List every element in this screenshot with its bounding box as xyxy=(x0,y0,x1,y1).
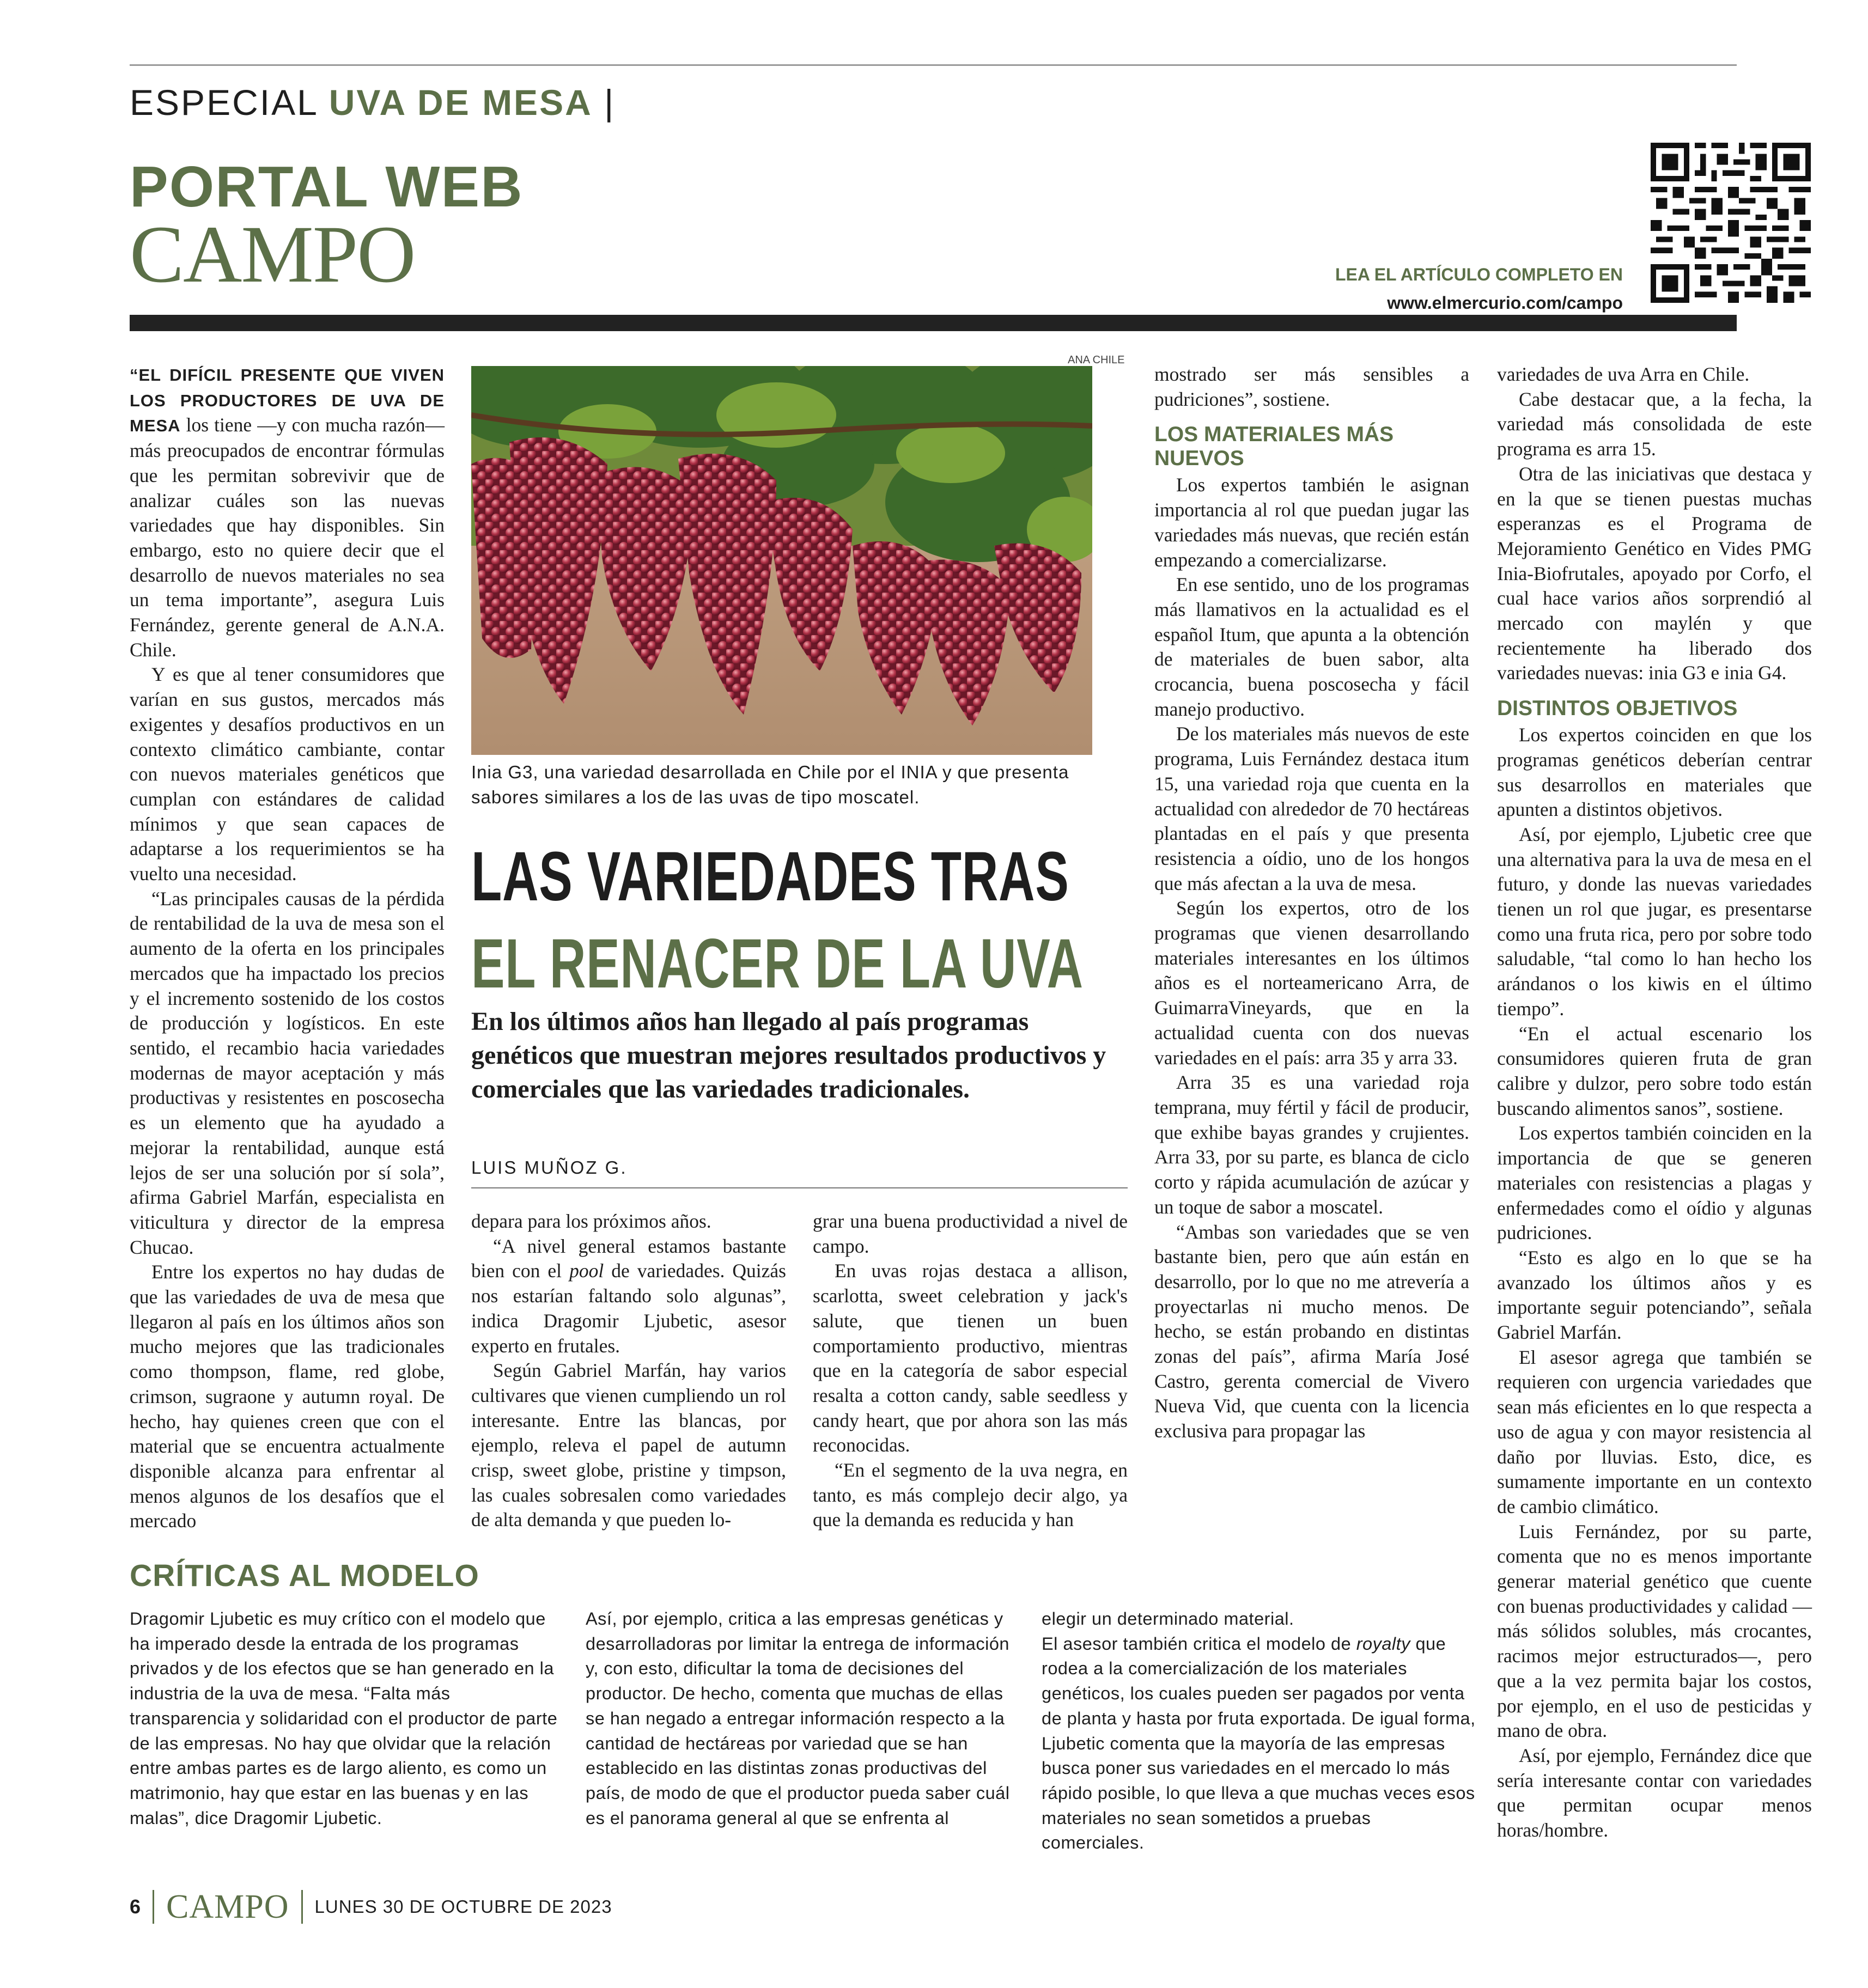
footer-divider xyxy=(301,1890,303,1924)
article-column-2 xyxy=(471,1209,786,1533)
article-column-1 xyxy=(130,362,445,1534)
paragraph: Según los expertos, otro de los programas que vienen desarrollando materiales interesantes en los últimos años es el norteamericano Arra, de GuimarraVineyards, que en la actualidad cuenta con dos nuevas variedades en el país: arra 35 y arra 33. xyxy=(1154,897,1469,1069)
text-span: que rodea a la comercialización de los materiales genéticos, los cuales pueden ser pagados por venta de planta y hasta por fruta exportada. De igual forma, Ljubetic comenta que la mayoría de las empresas busca poner sus variedades en el mercado lo más rápido posible, lo que lleva a que muchas veces esos materiales no sean sometidos a pruebas comerciales. xyxy=(1042,1633,1476,1853)
paragraph: variedades de uva Arra en Chile. xyxy=(1497,363,1750,385)
paragraph: Y es que al tener consumidores que varían en sus gustos, mercados más exigentes y desafíos productivos en un contexto climático cambiante, contar con nuevos materiales genéticos que cumplan con estándares de calidad mínimos y que sean capaces de adaptarse a los requerimientos se ha vuelto una necesidad. xyxy=(130,663,445,885)
criticas-column-3 xyxy=(1042,1607,1477,1856)
paragraph: “En el segmento de la uva negra, en tanto, es más complejo decir algo, ya que la demanda es reducida y han xyxy=(813,1459,1128,1531)
headline-line-2: EL RENACER DE LA UVA xyxy=(471,925,1084,1003)
paragraph: En ese sentido, uno de los programas más llamativos en la actualidad es el español Itum, que apunta a la obtención de materiales de buen sabor, alta crocancia, buena poscosecha y fácil manejo productivo. xyxy=(1154,574,1469,720)
article-column-3 xyxy=(813,1209,1128,1533)
paragraph: Entre los expertos no hay dudas de que las variedades de uva de mesa que llegaron al país en los últimos años son mucho mejores que las tradicionales como thompson, flame, red globe, crimson, sugraone y autumn royal. De hecho, hay quienes creen que con el material que se encuentra actualmente disponible alcanza para enfrentar al menos algunos de los desafíos que el mercado xyxy=(130,1261,445,1532)
text-span: “A nivel general estamos bastante bien con el xyxy=(471,1235,786,1282)
subhead-materiales: LOS MATERIALES MÁS NUEVOS xyxy=(1154,423,1394,471)
article-column-4 xyxy=(1154,362,1469,1444)
paragraph: depara para los próximos años. xyxy=(471,1210,711,1232)
read-more-label: LEA EL ARTÍCULO COMPLETO EN xyxy=(1335,265,1623,284)
criticas-title: CRÍTICAS AL MODELO xyxy=(130,1558,479,1593)
page-number: 6 xyxy=(130,1895,141,1918)
paragraph: “En el actual escenario los consumidores quieren fruta de gran calibre y dulzor, pero sobre todo están buscando alimentos sanos”, sostiene. xyxy=(1497,1022,1812,1119)
paragraph: Así, por ejemplo, critica a las empresas genéticas y desarrolladoras por limitar la entrega de información y, con esto, dificultar la toma de decisiones del productor. De hecho, comenta que muchas de ellas se han negado a entregar información respecto a la cantidad de hectáreas por variedad que se han establecido en las distintas zonas productivas del país, de modo de que el productor pueda saber cuál es el panorama general al que se enfrenta al xyxy=(586,1609,1010,1828)
paragraph: Según Gabriel Marfán, hay varios cultivares que vienen cumpliendo un rol interesante. Entre las blancas, por ejemplo, releva el papel de autumn crisp, sweet globe, pristine y timpson, las cuales sobresalen como variedades de alta demanda y que pueden lo- xyxy=(471,1359,786,1531)
byline: LUIS MUÑOZ G. xyxy=(471,1157,628,1178)
headline xyxy=(471,833,1084,1008)
footer-campo: CAMPO xyxy=(166,1888,289,1925)
grapes-image xyxy=(471,366,1092,755)
top-rule xyxy=(130,64,1737,66)
paragraph: Dragomir Ljubetic es muy crítico con el modelo que ha imperado desde la entrada de los programas privados y de los efectos que se han generado en la industria de la uva de mesa. “Falta más transparencia y solidaridad con el productor de parte de las empresas. No hay que olvidar que la relación entre ambas partes es de largo aliento, es como un matrimonio, hay que estar en las buenas y en las malas”, dice Dragomir Ljubetic. xyxy=(130,1609,558,1828)
byline-rule xyxy=(471,1187,1128,1188)
lead-caps: “EL DIFÍCIL PRESENTE QUE VIVEN LOS PRODUCTORES DE UVA DE MESA xyxy=(130,365,445,436)
grape-photo xyxy=(471,366,1092,755)
paragraph: Cabe destacar que, a la fecha, la variedad más consolidada de este programa es arra 15. xyxy=(1497,388,1812,460)
paragraph: elegir un determinado material. xyxy=(1042,1609,1294,1629)
paragraph: “Esto es algo en lo que se ha avanzado los últimos años y es importante seguir potenciando”, señala Gabriel Marfán. xyxy=(1497,1246,1812,1344)
section-bar: | xyxy=(604,82,616,123)
paragraph: Así, por ejemplo, Fernández dice que sería interesante contar con variedades que permitan ocupar menos horas/hombre. xyxy=(1497,1744,1812,1841)
paragraph: Luis Fernández, por su parte, comenta que no es menos importante generar material genético que cuente con buenas productividades y calidad —más sólidos solubles, más crocantes, racimos mejor estructurados—, pero que a la vez permita bajar los costos, por ejemplo, en el uso de pesticidas y mano de obra. xyxy=(1497,1520,1812,1742)
portal-web-title: PORTAL WEB xyxy=(130,155,524,219)
section-header xyxy=(130,82,615,123)
paragraph: De los materiales más nuevos de este programa, Luis Fernández destaca itum 15, una variedad roja que cuenta en la actualidad con alrededor de 70 hectáreas plantadas en el país y que presenta resistencia a oídio, uno de los hongos que más afectan a la uva de mesa. xyxy=(1154,723,1469,894)
section-name: UVA DE MESA xyxy=(328,82,593,123)
qr-code-icon[interactable] xyxy=(1651,143,1811,303)
article-column-5 xyxy=(1497,362,1812,1843)
photo-credit: ANA CHILE xyxy=(1068,354,1125,366)
paragraph: El asesor agrega que también se requieren con urgencia variedades que sean más eficientes en lo que respecta a uso de agua y con mayor resistencia al daño por lluvias. Esto, dice, es sumamente importante en un contexto de cambio climático. xyxy=(1497,1346,1812,1517)
italic-term: royalty xyxy=(1356,1633,1410,1654)
paragraph: En uvas rojas destaca a allison, scarlotta, sweet celebration y jack's salute, que tienen un buen comportamiento productivo, mientras que en la categoría de sabor especial resalta a cotton candy, sable seedless y candy heart, que por ahora son las más reconocidas. xyxy=(813,1260,1128,1456)
paragraph xyxy=(1042,1632,1477,1856)
italic-term: pool xyxy=(569,1260,604,1282)
paragraph: Los expertos también coinciden en la importancia de que se generen materiales con resistencias a plagas y enfermedades como el oídio y algunas pudriciones. xyxy=(1497,1122,1812,1244)
section-prefix: ESPECIAL xyxy=(130,82,318,123)
footer-divider xyxy=(153,1890,154,1924)
paragraph: Así, por ejemplo, Ljubetic cree que una alternativa para la uva de mesa en el futuro, y donde las nuevas variedades tienen un rol que jugar, es presentarse como una fruta rica, pero por sobre todo saludable, “tal como lo han hecho los arándanos o los kiwis en el último tiempo”. xyxy=(1497,823,1812,1020)
read-more-box xyxy=(1335,260,1623,317)
criticas-column-2 xyxy=(586,1607,1016,1831)
paragraph: “Ambas son variedades que se ven bastante bien, pero que aún están en desarrollo, por lo que no me atrevería a proyectarlas ni mucho menos. De hecho, se están probando en distintas zonas del país”, afirma María José Castro, gerenta comercial de Vivero Nueva Vid, que cuenta con la licencia exclusiva para propagar las xyxy=(1154,1221,1469,1442)
footer-date: LUNES 30 DE OCTUBRE DE 2023 xyxy=(314,1896,612,1917)
paragraph: Arra 35 es una variedad roja temprana, muy fértil y fácil de producir, que exhibe bayas grandes y crujientes. Arra 33, por su parte, es blanca de ciclo corto y rápida acumulación de azúcar y un toque de sabor a moscatel. xyxy=(1154,1071,1469,1218)
lead-rest: los tiene —y con mucha razón— más preocupados de encontrar fórmulas que les permitan sobrevivir que de analizar cuáles son las nuevas variedades que hay disponibles. Sin embargo, esto no quiere decir que el desarrollo de nuevos materiales no sea un tema importante”, asegura Luis Fernández, gerente general de A.N.A. Chile. xyxy=(130,414,445,661)
paragraph: “Las principales causas de la pérdida de rentabilidad de la uva de mesa son el aumento de la oferta en los principales mercados que ha impactado los precios y el incremento sostenido de los costos de producción y logísticos. En este sentido, el recambio hacia variedades modernas de mayor aceptación y más productivas y resistentes en poscosecha es un elemento que ha ayudado a mejorar la rentabilidad, aunque está lejos de ser una solución por sí sola”, afirma Gabriel Marfán, especialista en viticultura y director de la empresa Chucao. xyxy=(130,887,445,1258)
paragraph xyxy=(471,1234,786,1359)
text-span: El asesor también critica el modelo de xyxy=(1042,1633,1356,1654)
paragraph: Los expertos coinciden en que los programas genéticos deberían centrar sus desarrollos en materiales que apunten a distintos objetivos. xyxy=(1497,724,1812,821)
page-footer xyxy=(130,1890,612,1924)
lead-paragraph xyxy=(130,362,445,662)
paragraph: Los expertos también le asignan importancia al rol que puedan jugar las variedades más nuevas, que recién están empezando a comercializarse. xyxy=(1154,474,1469,571)
text-span: de variedades. Quizás nos estarían faltando solo algunas”, indica Dragomir Ljubetic, asesor experto en frutales. xyxy=(471,1260,786,1357)
read-more-url[interactable]: www.elmercurio.com/campo xyxy=(1387,293,1623,313)
photo-caption: Inia G3, una variedad desarrollada en Chile por el INIA y que presenta sabores similares a los de las uvas de tipo moscatel. xyxy=(471,762,1069,807)
paragraph: grar una buena productividad a nivel de campo. xyxy=(813,1210,1128,1257)
subhead-objetivos: DISTINTOS OBJETIVOS xyxy=(1497,697,1738,721)
campo-title: CAMPO xyxy=(130,209,415,300)
paragraph: Otra de las iniciativas que destaca y en la que se tienen puestas muchas esperanzas es el Programa de Mejoramiento Genético en Vides PMG Inia-Biofrutales, apoyado por Corfo, el cual hace varios años sorprendió al mercado con maylén y que recientemente ha liberado dos variedades nuevas: inia G3 e inia G4. xyxy=(1497,462,1812,684)
headline-line-1: LAS VARIEDADES TRAS xyxy=(471,838,1069,916)
deck: En los últimos años han llegado al país programas genéticos que muestran mejores resultados productivos y comerciales que las variedades tradicionales. xyxy=(471,1007,1106,1103)
criticas-column-1 xyxy=(130,1607,560,1831)
paragraph: mostrado ser más sensibles a pudriciones”, sostiene. xyxy=(1154,363,1469,410)
header-thick-rule xyxy=(130,315,1737,331)
